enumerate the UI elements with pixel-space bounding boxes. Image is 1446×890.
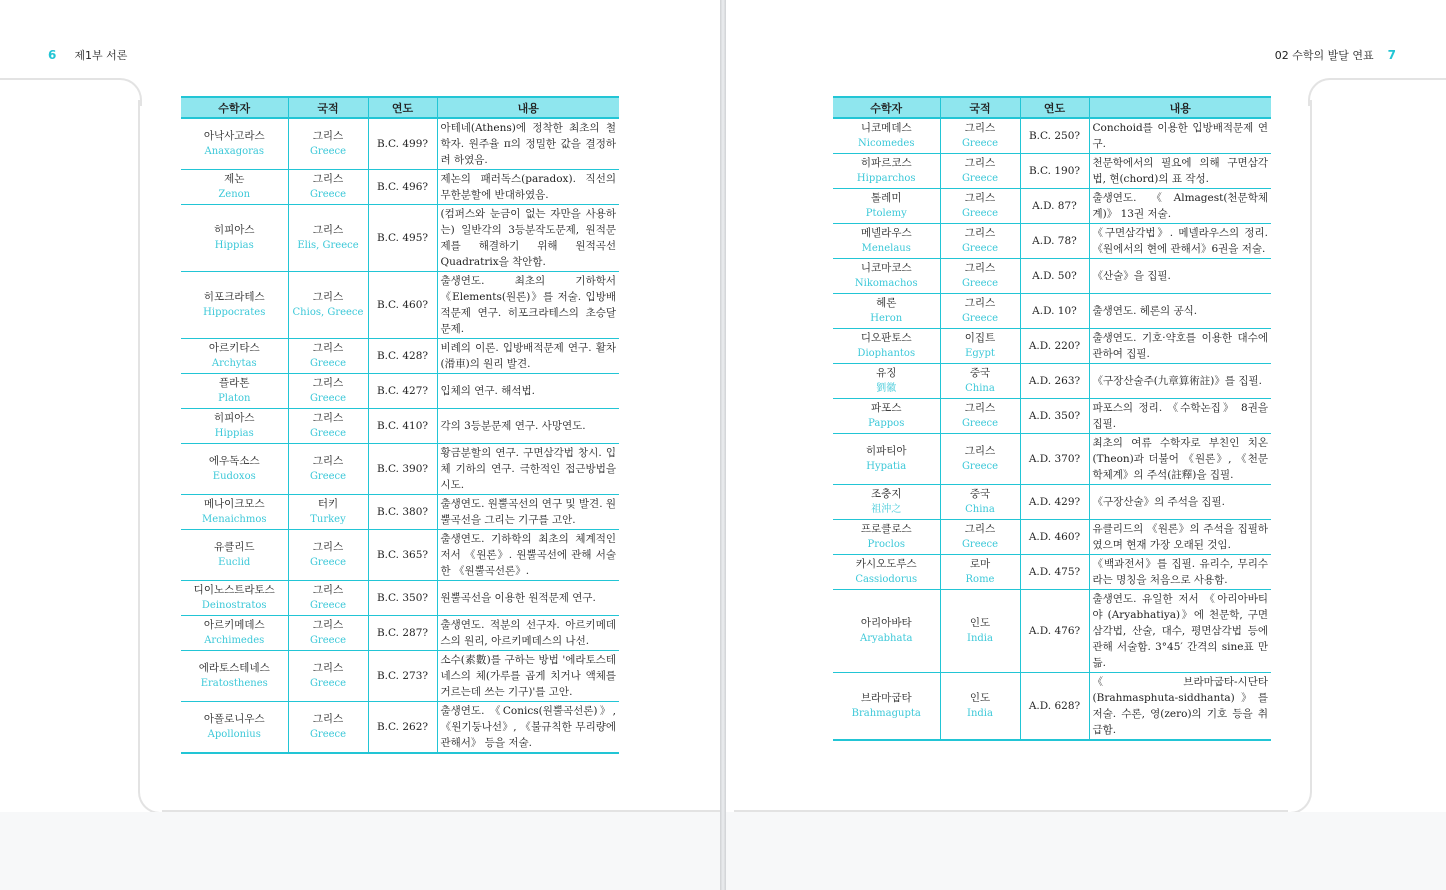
mathematician-name-korean: 조충지 xyxy=(871,488,902,500)
mathematician-name-korean: 아폴로니우스 xyxy=(203,713,265,725)
content-cell: 황금분할의 연구. 구면삼각법 창시. 입체 기하의 연구. 극한적인 접근방법을 시도. xyxy=(437,444,619,495)
nationality-english: Greece xyxy=(961,173,999,184)
table-row xyxy=(181,118,619,170)
table-row xyxy=(833,118,1271,154)
content-cell: 아테네(Athens)에 정착한 최초의 철학자. 원주율 π의 정밀한 값을 결정하려 하였음. xyxy=(437,118,619,170)
content-cell: 출생연도. 《Conics(원뿔곡선론)》, 《원기둥나선》, 《불규칙한 무리량에 관해서》 등을 저술. xyxy=(437,702,619,754)
content-cell: 유클리드의 《원론》의 주석을 집필하였으며 현재 가장 오래된 것임. xyxy=(1089,520,1271,555)
mathematician-cell xyxy=(181,495,288,530)
nationality-cell xyxy=(288,495,368,530)
table-row xyxy=(181,272,619,339)
mathematician-cell xyxy=(181,374,288,409)
content-cell: 《구면삼각법》. 메넬라우스의 정리. 《원에서의 현에 관해서》6권을 저술. xyxy=(1089,224,1271,259)
left-frame-top-line xyxy=(0,78,116,80)
nationality-english: China xyxy=(965,383,995,394)
mathematician-name-english: Diophantos xyxy=(857,348,916,359)
col-header-year: 연도 xyxy=(1020,97,1089,118)
nationality-korean: 그리스 xyxy=(964,192,996,204)
mathematician-name-english: Hippias xyxy=(214,428,254,439)
nationality-korean: 그리스 xyxy=(312,412,344,424)
content-cell: 《산술》을 집필. xyxy=(1089,259,1271,294)
nationality-korean: 그리스 xyxy=(312,541,344,553)
year-cell: B.C. 273? xyxy=(368,651,437,702)
nationality-english: Greece xyxy=(309,393,347,404)
nationality-korean: 그리스 xyxy=(312,224,344,236)
table-row xyxy=(181,495,619,530)
mathematician-name-english: Apollonius xyxy=(207,729,261,740)
year-cell: A.D. 50? xyxy=(1020,259,1089,294)
nationality-english: Greece xyxy=(309,557,347,568)
col-header-mathematician: 수학자 xyxy=(833,97,940,118)
nationality-korean: 그리스 xyxy=(964,297,996,309)
year-cell: B.C. 190? xyxy=(1020,154,1089,189)
right-frame-bottom-corner xyxy=(1284,786,1312,814)
content-cell: 소수(素數)를 구하는 방법 '에라토스테네스의 체(가루를 곱게 치거나 액체를 거르는데 쓰는 기구)'를 고안. xyxy=(437,651,619,702)
nationality-cell xyxy=(940,154,1020,189)
mathematician-cell xyxy=(181,651,288,702)
mathematician-name-english: Hypatia xyxy=(866,461,907,472)
mathematician-name-english: Hipparchos xyxy=(856,173,916,184)
mathematician-cell xyxy=(181,616,288,651)
nationality-english: Greece xyxy=(961,418,999,429)
mathematician-cell xyxy=(181,702,288,754)
mathematician-name-korean: 히파르코스 xyxy=(860,157,912,169)
table-row xyxy=(181,409,619,444)
nationality-english: Greece xyxy=(961,539,999,550)
table-row xyxy=(833,329,1271,364)
mathematician-cell xyxy=(181,170,288,205)
mathematician-name-english: Brahmagupta xyxy=(851,708,921,719)
content-cell: 천문학에서의 필요에 의해 구면삼각법, 현(chord)의 표 작성. xyxy=(1089,154,1271,189)
left-page-number: 6 xyxy=(48,48,57,62)
nationality-cell xyxy=(940,294,1020,329)
mathematician-name-korean: 니코마코스 xyxy=(860,262,912,274)
content-cell: 출생연도. 최초의 기하학서 《Elements(원론)》를 저술. 입방배적문제 연구. 히포크라테스의 초승달문제. xyxy=(437,272,619,339)
nationality-cell xyxy=(288,339,368,374)
right-page-number: 7 xyxy=(1387,48,1396,62)
mathematician-cell xyxy=(181,118,288,170)
right-frame-top-corner xyxy=(1308,78,1336,106)
table-row xyxy=(833,673,1271,741)
nationality-cell xyxy=(940,224,1020,259)
year-cell: B.C. 250? xyxy=(1020,118,1089,154)
mathematician-name-korean: 히파티아 xyxy=(865,445,907,457)
nationality-korean: 그리스 xyxy=(312,377,344,389)
year-cell: A.D. 350? xyxy=(1020,399,1089,434)
year-cell: B.C. 350? xyxy=(368,581,437,616)
nationality-cell xyxy=(288,702,368,754)
nationality-english: Turkey xyxy=(310,514,346,525)
nationality-english: India xyxy=(967,708,993,719)
mathematician-name-english: Nikomachos xyxy=(854,278,918,289)
nationality-korean: 그리스 xyxy=(964,157,996,169)
mathematician-cell xyxy=(833,520,940,555)
mathematician-cell xyxy=(181,272,288,339)
mathematician-name-english: Hippias xyxy=(214,240,254,251)
nationality-korean: 그리스 xyxy=(312,342,344,354)
mathematician-name-korean: 디오판토스 xyxy=(860,332,912,344)
mathematician-name-english: Deinostratos xyxy=(201,600,267,611)
nationality-korean: 그리스 xyxy=(312,619,344,631)
nationality-cell xyxy=(288,205,368,272)
nationality-cell xyxy=(940,259,1020,294)
right-page-header xyxy=(1275,47,1396,63)
nationality-english: Greece xyxy=(961,461,999,472)
nationality-english: Greece xyxy=(309,635,347,646)
content-cell: 출생연도. 헤론의 공식. xyxy=(1089,294,1271,329)
content-cell: 《백과전서》를 집필. 유리수, 무리수라는 명칭을 처음으로 사용함. xyxy=(1089,555,1271,590)
mathematician-name-english: 劉徽 xyxy=(876,383,897,394)
content-cell: 원뿔곡선을 이용한 원적문제 연구. xyxy=(437,581,619,616)
nationality-english: Greece xyxy=(309,471,347,482)
nationality-cell xyxy=(940,485,1020,520)
table-row xyxy=(833,154,1271,189)
content-cell: 《브라마굽타-시단타 (Brahmasphuta-siddhanta)》를 저술. 수론, 영(zero)의 기호 등을 취급함. xyxy=(1089,673,1271,741)
nationality-korean: 그리스 xyxy=(312,291,344,303)
mathematician-name-english: Platon xyxy=(218,393,251,404)
table-header-row xyxy=(833,97,1271,118)
nationality-cell xyxy=(288,118,368,170)
mathematician-cell xyxy=(181,444,288,495)
nationality-cell xyxy=(288,272,368,339)
mathematician-cell xyxy=(181,581,288,616)
col-header-mathematician: 수학자 xyxy=(181,97,288,118)
content-cell: 출생연도. 기하학의 최초의 체계적인 저서 《원론》. 원뿔곡선에 관해 서술한 《원뿔곡선론》. xyxy=(437,530,619,581)
table-row xyxy=(181,374,619,409)
year-cell: A.D. 10? xyxy=(1020,294,1089,329)
mathematician-name-korean: 프로클로스 xyxy=(860,523,912,535)
mathematician-name-english: 祖沖之 xyxy=(871,504,902,515)
nationality-cell xyxy=(940,364,1020,399)
mathematician-name-korean: 히포크라테스 xyxy=(203,291,265,303)
right-page-bottom-margin xyxy=(726,812,1446,890)
mathematician-name-english: Archimedes xyxy=(204,635,265,646)
right-frame-side-line xyxy=(1310,100,1312,790)
col-header-content: 내용 xyxy=(1089,97,1271,118)
year-cell: B.C. 427? xyxy=(368,374,437,409)
year-cell: A.D. 263? xyxy=(1020,364,1089,399)
table-row xyxy=(833,364,1271,399)
table-row xyxy=(181,170,619,205)
nationality-korean: 인도 xyxy=(969,617,991,629)
nationality-korean: 그리스 xyxy=(312,584,344,596)
mathematician-name-english: Euclid xyxy=(218,557,251,568)
year-cell: A.D. 429? xyxy=(1020,485,1089,520)
mathematician-cell xyxy=(833,399,940,434)
mathematician-name-english: Anaxagoras xyxy=(204,146,265,157)
nationality-english: Greece xyxy=(309,600,347,611)
content-cell: 《구장산술》의 주석을 집필. xyxy=(1089,485,1271,520)
mathematician-name-korean: 톨레미 xyxy=(871,192,902,204)
mathematician-name-english: Menelaus xyxy=(861,243,911,254)
nationality-korean: 그리스 xyxy=(964,227,996,239)
mathematician-name-english: Eratosthenes xyxy=(200,678,268,689)
nationality-korean: 중국 xyxy=(969,488,991,500)
nationality-korean: 그리스 xyxy=(312,455,344,467)
mathematician-cell xyxy=(181,205,288,272)
mathematician-cell xyxy=(833,189,940,224)
mathematician-name-korean: 유클리드 xyxy=(213,541,255,553)
year-cell: A.D. 460? xyxy=(1020,520,1089,555)
nationality-english: Greece xyxy=(309,729,347,740)
year-cell: A.D. 475? xyxy=(1020,555,1089,590)
mathematician-cell xyxy=(833,294,940,329)
nationality-english: Greece xyxy=(961,313,999,324)
year-cell: B.C. 380? xyxy=(368,495,437,530)
mathematician-name-korean: 파포스 xyxy=(871,402,902,414)
nationality-korean: 인도 xyxy=(969,692,991,704)
mathematician-cell xyxy=(181,409,288,444)
nationality-english: Greece xyxy=(309,428,347,439)
content-cell: 출생연도. 원뿔곡선의 연구 및 발견. 원뿔곡선을 그리는 기구를 고안. xyxy=(437,495,619,530)
nationality-cell xyxy=(940,673,1020,741)
nationality-cell xyxy=(940,329,1020,364)
col-header-year: 연도 xyxy=(368,97,437,118)
nationality-english: Greece xyxy=(961,208,999,219)
year-cell: A.D. 476? xyxy=(1020,590,1089,673)
content-cell: 입체의 연구. 해석법. xyxy=(437,374,619,409)
nationality-english: Elis, Greece xyxy=(297,240,359,251)
nationality-cell xyxy=(940,555,1020,590)
mathematician-name-korean: 아낙사고라스 xyxy=(203,130,265,142)
col-header-nationality: 국적 xyxy=(288,97,368,118)
nationality-korean: 그리스 xyxy=(964,122,996,134)
nationality-english: Greece xyxy=(961,278,999,289)
nationality-korean: 그리스 xyxy=(312,130,344,142)
year-cell: A.D. 87? xyxy=(1020,189,1089,224)
nationality-english: Egypt xyxy=(965,348,995,359)
nationality-cell xyxy=(940,434,1020,485)
nationality-english: Greece xyxy=(961,138,999,149)
nationality-cell xyxy=(940,399,1020,434)
mathematician-name-english: Ptolemy xyxy=(865,208,907,219)
nationality-korean: 그리스 xyxy=(312,713,344,725)
mathematician-name-english: Aryabhata xyxy=(860,633,913,644)
mathematician-name-korean: 제논 xyxy=(224,173,245,185)
nationality-cell xyxy=(288,409,368,444)
nationality-korean: 터키 xyxy=(317,498,339,510)
mathematician-name-korean: 헤론 xyxy=(876,297,897,309)
nationality-english: Rome xyxy=(965,574,995,585)
content-cell: Conchoid를 이용한 입방배적문제 연구. xyxy=(1089,118,1271,154)
mathematician-name-korean: 에라토스테네스 xyxy=(198,662,270,674)
mathematician-name-korean: 에우독소스 xyxy=(208,455,260,467)
nationality-korean: 이집트 xyxy=(964,332,996,344)
right-frame-top-line xyxy=(1334,78,1446,80)
nationality-cell xyxy=(288,616,368,651)
content-cell: 《구장산술주(九章算術註)》를 집필. xyxy=(1089,364,1271,399)
mathematician-cell xyxy=(181,339,288,374)
col-header-nationality: 국적 xyxy=(940,97,1020,118)
mathematician-cell xyxy=(833,434,940,485)
nationality-english: Greece xyxy=(309,189,347,200)
year-cell: A.D. 370? xyxy=(1020,434,1089,485)
mathematician-name-korean: 아르키타스 xyxy=(208,342,260,354)
right-table-body xyxy=(833,118,1271,740)
content-cell: 파포스의 정리. 《수학논집》 8권을 집필. xyxy=(1089,399,1271,434)
year-cell: B.C. 410? xyxy=(368,409,437,444)
mathematician-name-english: Nicomedes xyxy=(858,138,915,149)
table-row xyxy=(181,339,619,374)
nationality-cell xyxy=(940,520,1020,555)
mathematician-name-english: Proclos xyxy=(867,539,905,550)
nationality-english: Greece xyxy=(309,678,347,689)
mathematician-name-korean: 니코메데스 xyxy=(860,122,912,134)
nationality-cell xyxy=(288,651,368,702)
table-row xyxy=(181,702,619,754)
mathematician-name-korean: 메넬라우스 xyxy=(860,227,912,239)
nationality-cell xyxy=(940,189,1020,224)
table-row xyxy=(833,485,1271,520)
nationality-english: Greece xyxy=(309,358,347,369)
nationality-english: Chios, Greece xyxy=(292,307,364,318)
mathematician-name-korean: 유징 xyxy=(876,367,897,379)
content-cell: 최초의 여류 수학자로 부친인 치온(Theon)과 더불어 《원론》, 《천문학체계》의 주석(註釋)을 집필. xyxy=(1089,434,1271,485)
left-page-header xyxy=(48,47,127,63)
nationality-korean: 그리스 xyxy=(964,262,996,274)
mathematician-cell xyxy=(833,673,940,741)
table-row xyxy=(181,205,619,272)
content-cell: 출생연도. 기호·약호를 이용한 대수에 관하여 집필. xyxy=(1089,329,1271,364)
content-cell: 제논의 패러독스(paradox). 직선의 무한분할에 반대하였음. xyxy=(437,170,619,205)
mathematician-cell xyxy=(833,118,940,154)
table-row xyxy=(833,590,1271,673)
nationality-english: China xyxy=(965,504,995,515)
year-cell: A.D. 628? xyxy=(1020,673,1089,741)
mathematician-name-korean: 디이노스트라토스 xyxy=(193,584,275,596)
content-cell: (컴퍼스와 눈금이 없는 자만을 사용하는) 일반각의 3등분작도문제, 원적문제를 해결하기 위해 원적곡선 Quadratrix을 착안함. xyxy=(437,205,619,272)
nationality-korean: 그리스 xyxy=(964,402,996,414)
nationality-korean: 로마 xyxy=(969,558,991,570)
nationality-cell xyxy=(288,530,368,581)
left-page-bottom-margin xyxy=(0,812,720,890)
nationality-cell xyxy=(288,170,368,205)
right-header-title: 02 수학의 발달 연표 xyxy=(1274,49,1374,62)
nationality-korean: 그리스 xyxy=(964,523,996,535)
table-row xyxy=(833,520,1271,555)
nationality-english: Greece xyxy=(309,146,347,157)
mathematician-cell xyxy=(833,224,940,259)
nationality-korean: 그리스 xyxy=(312,173,344,185)
content-cell: 출생연도. 유일한 저서 《아리아바티야 (Aryabhatiya)》에 천문학, 구면삼각법, 산술, 대수, 평면삼각법 등에 관해 서술함. 3°45′ 간격의 sine표 만듦. xyxy=(1089,590,1271,673)
mathematician-name-korean: 아르키메데스 xyxy=(203,619,265,631)
mathematician-name-korean: 히피아스 xyxy=(213,224,255,236)
nationality-cell xyxy=(288,374,368,409)
content-cell: 각의 3등분문제 연구. 사망연도. xyxy=(437,409,619,444)
table-row xyxy=(181,616,619,651)
left-table-body xyxy=(181,118,619,753)
table-row xyxy=(181,581,619,616)
year-cell: B.C. 365? xyxy=(368,530,437,581)
table-row xyxy=(181,530,619,581)
table-row xyxy=(833,259,1271,294)
table-row xyxy=(833,555,1271,590)
year-cell: B.C. 287? xyxy=(368,616,437,651)
left-header-title: 제1부 서론 xyxy=(74,49,128,62)
mathematician-name-korean: 메나이크모스 xyxy=(203,498,265,510)
table-row xyxy=(833,434,1271,485)
mathematician-name-english: Pappos xyxy=(868,418,905,429)
nationality-korean: 중국 xyxy=(969,367,991,379)
nationality-english: India xyxy=(967,633,993,644)
table-row xyxy=(181,444,619,495)
mathematician-cell xyxy=(833,154,940,189)
mathematician-cell xyxy=(833,590,940,673)
mathematician-name-english: Archytas xyxy=(211,358,257,369)
left-page xyxy=(0,0,720,890)
mathematician-name-english: Hippocrates xyxy=(203,307,266,318)
right-timeline-table xyxy=(833,96,1271,741)
content-cell: 출생연도. 《Almagest(천문학체계)》 13권 저술. xyxy=(1089,189,1271,224)
table-row xyxy=(181,651,619,702)
mathematician-cell xyxy=(833,555,940,590)
mathematician-name-english: Menaichmos xyxy=(202,514,267,525)
mathematician-name-korean: 카시오도루스 xyxy=(855,558,917,570)
year-cell: B.C. 428? xyxy=(368,339,437,374)
mathematician-name-english: Heron xyxy=(870,313,903,324)
nationality-cell xyxy=(288,444,368,495)
year-cell: B.C. 390? xyxy=(368,444,437,495)
right-page xyxy=(726,0,1446,890)
table-header-row xyxy=(181,97,619,118)
nationality-cell xyxy=(288,581,368,616)
mathematician-name-english: Zenon xyxy=(218,189,251,200)
mathematician-cell xyxy=(833,485,940,520)
table-row xyxy=(833,224,1271,259)
table-row xyxy=(833,294,1271,329)
year-cell: B.C. 499? xyxy=(368,118,437,170)
year-cell: A.D. 78? xyxy=(1020,224,1089,259)
content-cell: 비례의 이론. 입방배적문제 연구. 활차(滑車)의 원리 발견. xyxy=(437,339,619,374)
mathematician-cell xyxy=(833,259,940,294)
nationality-cell xyxy=(940,590,1020,673)
left-frame-side-line xyxy=(138,100,140,790)
year-cell: A.D. 220? xyxy=(1020,329,1089,364)
mathematician-name-korean: 브라마굽타 xyxy=(860,692,912,704)
year-cell: B.C. 262? xyxy=(368,702,437,754)
mathematician-name-korean: 플라톤 xyxy=(219,377,250,389)
content-cell: 출생연도. 적분의 선구자. 아르키메데스의 원리, 아르키메데스의 나선. xyxy=(437,616,619,651)
mathematician-name-english: Eudoxos xyxy=(212,471,256,482)
mathematician-name-korean: 아리아바타 xyxy=(860,617,912,629)
mathematician-cell xyxy=(181,530,288,581)
nationality-cell xyxy=(940,118,1020,154)
nationality-korean: 그리스 xyxy=(312,662,344,674)
mathematician-name-korean: 히피아스 xyxy=(213,412,255,424)
nationality-korean: 그리스 xyxy=(964,445,996,457)
nationality-english: Greece xyxy=(961,243,999,254)
mathematician-cell xyxy=(833,364,940,399)
col-header-content: 내용 xyxy=(437,97,619,118)
mathematician-cell xyxy=(833,329,940,364)
year-cell: B.C. 496? xyxy=(368,170,437,205)
table-row xyxy=(833,189,1271,224)
table-row xyxy=(833,399,1271,434)
left-timeline-table xyxy=(181,96,619,754)
year-cell: B.C. 495? xyxy=(368,205,437,272)
year-cell: B.C. 460? xyxy=(368,272,437,339)
mathematician-name-english: Cassiodorus xyxy=(855,574,918,585)
